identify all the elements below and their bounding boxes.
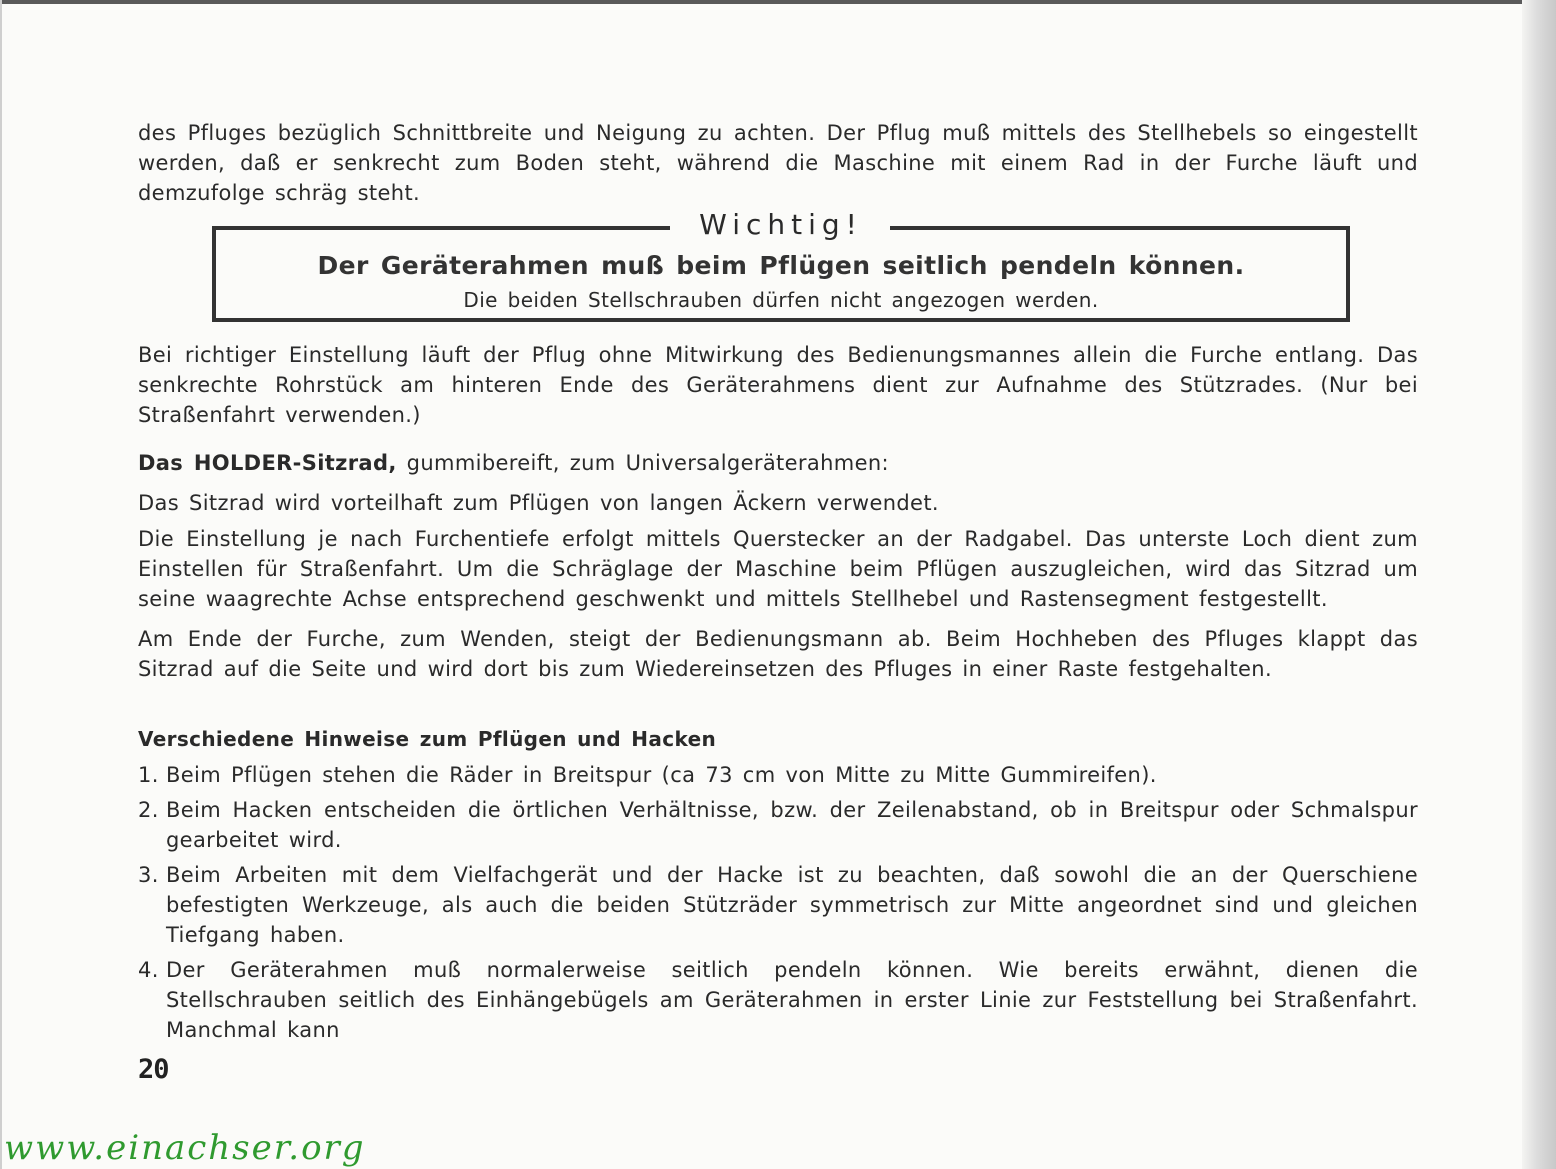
list-item <box>138 860 1418 950</box>
website-watermark: www.einachser.org <box>4 1128 366 1168</box>
sitzrad-intro-rest: gummibereift, zum Universalgeräterahmen: <box>396 451 889 475</box>
page-number: 20 <box>138 1054 169 1085</box>
page-gutter-shadow <box>1522 0 1556 1169</box>
list-item-number: 2. <box>138 798 159 822</box>
list-item-text: Beim Arbeiten mit dem Vielfachgerät und der Hacke ist zu beachten, daß sowohl die an der Querschiene befestigten Werkzeuge, als auch die beiden Stützräder symmetrisch zur Mitte angeordnet sind und gleichen Tiefgang haben. <box>166 863 1418 947</box>
scan-left-edge <box>0 0 2 1169</box>
sitzrad-bold-label: Das HOLDER-Sitzrad, <box>138 451 397 475</box>
notice-title: Wichtig! <box>699 208 863 241</box>
list-item-number: 4. <box>138 958 159 982</box>
paragraph-sitzrad-use: Das Sitzrad wird vorteilhaft zum Pflügen von langen Äckern verwendet. <box>138 491 939 515</box>
paragraph-sitzrad-adjust: Die Einstellung je nach Furchentiefe erfolgt mittels Querstecker an der Radgabel. Das unterste Loch dient zum Einstellen für Straßenfahrt. Um die Schräglage der Maschine beim Pflügen auszugleichen, wird das Sitzrad um seine waagrechte Achse entsprechend geschwenkt und mittels Stellhebel und Rastensegment festgestellt. <box>138 527 1418 611</box>
list-item <box>138 955 1418 1045</box>
important-notice-box <box>212 208 1350 322</box>
list-item-number: 1. <box>138 763 159 787</box>
list-item <box>138 795 1418 855</box>
paragraph-plow-setting: Bei richtiger Einstellung läuft der Pflug ohne Mitwirkung des Bedienungsmannes allein die Furche entlang. Das senkrechte Rohrstück am hinteren Ende des Geräterahmens dient zur Aufnahme des Stützrades. (Nur bei Straßenfahrt verwenden.) <box>138 343 1418 427</box>
list-item-text: Beim Hacken entscheiden die örtlichen Verhältnisse, bzw. der Zeilenabstand, ob in Breitspur oder Schmalspur gearbeitet wird. <box>166 798 1418 852</box>
list-item-text: Beim Pflügen stehen die Räder in Breitspur (ca 73 cm von Mitte zu Mitte Gummireifen). <box>166 763 1157 787</box>
paragraph-furrow-end: Am Ende der Furche, zum Wenden, steigt der Bedienungsmann ab. Beim Hochheben des Pfluges klappt das Sitzrad auf die Seite und wird dort bis zum Wiedereinsetzen des Pfluges in einer Raste festgehalten. <box>138 627 1418 681</box>
section-heading: Verschiedene Hinweise zum Pflügen und Hacken <box>138 727 717 751</box>
paragraph-sitzrad-intro <box>138 448 1418 478</box>
hints-list <box>138 760 1418 1045</box>
list-item <box>138 760 1418 790</box>
intro-paragraph: des Pfluges bezüglich Schnittbreite und Neigung zu achten. Der Pflug muß mittels des Stellhebels so eingestellt werden, daß er senkrecht zum Boden steht, während die Maschine mit einem Rad in der Furche läuft und demzufolge schräg steht. <box>138 121 1418 205</box>
list-item-text: Der Geräterahmen muß normalerweise seitlich pendeln können. Wie bereits erwähnt, dienen die Stellschrauben seitlich des Einhängebügels am Geräterahmen in erster Linie zur Feststellung bei Straßenfahrt. Manchmal kann <box>166 958 1418 1042</box>
notice-main-text: Der Geräterahmen muß beim Pflügen seitlich pendeln können. <box>317 251 1245 280</box>
notice-sub-text: Die beiden Stellschrauben dürfen nicht angezogen werden. <box>463 288 1099 312</box>
list-item-number: 3. <box>138 863 159 887</box>
scan-top-edge <box>0 0 1530 4</box>
document-page <box>138 118 1418 1050</box>
